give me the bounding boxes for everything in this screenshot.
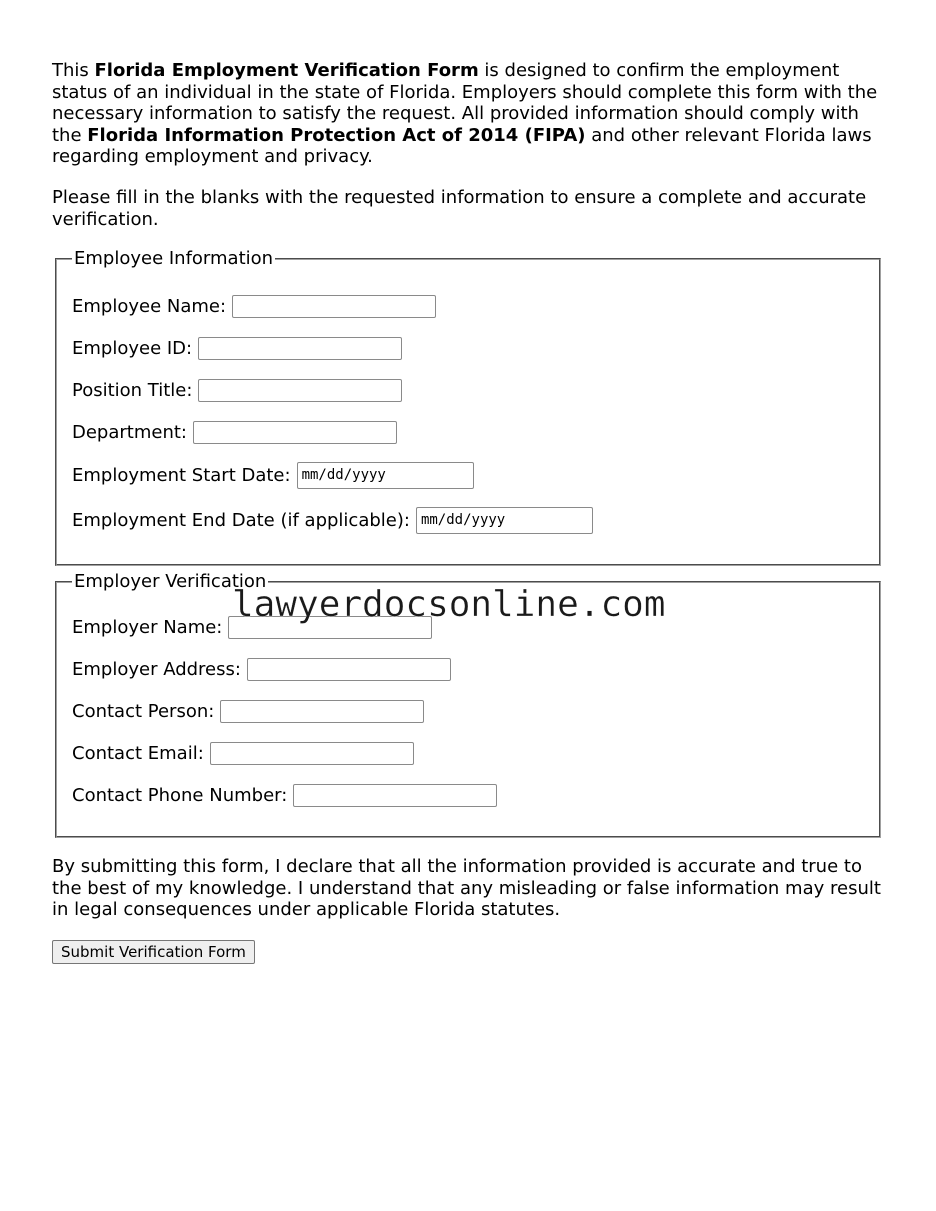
employer-verification-legend: Employer Verification <box>74 571 267 593</box>
employee-name-input[interactable] <box>232 295 436 318</box>
employer-address-row <box>72 658 879 681</box>
start-date-row <box>72 462 879 489</box>
contact-email-input[interactable] <box>210 742 414 765</box>
contact-email-label: Contact Email: <box>72 743 204 765</box>
intro-text-end: and other relevant Florida laws regarding employment and privacy. <box>52 124 872 168</box>
end-date-input[interactable] <box>416 507 593 534</box>
declaration-paragraph: By submitting this form, I declare that all the information provided is accurate and true to the best of my knowledge. I understand that any misleading or false information may result in legal consequences under applicable Florida statutes. <box>52 856 881 921</box>
fipa-act-bold: Florida Information Protection Act of 2014 (FIPA) <box>87 124 586 146</box>
contact-phone-row <box>72 784 879 807</box>
form-title-bold: Florida Employment Verification Form <box>94 60 479 81</box>
employer-address-input[interactable] <box>247 658 451 681</box>
submit-verification-button[interactable]: Submit Verification Form <box>52 940 255 964</box>
start-date-input[interactable] <box>297 462 474 489</box>
start-date-placeholder: mm/dd/yyyy <box>301 467 386 484</box>
employee-information-fieldset <box>55 249 881 566</box>
intro-text-middle: is designed to confirm the employment status of an individual in the state of Florida. Employers should complete this form with the necessary information to satisfy the request. All provided information should comply with the <box>52 60 878 146</box>
employee-information-legend: Employee Information <box>74 248 274 270</box>
contact-phone-label: Contact Phone Number: <box>72 785 288 807</box>
start-date-label: Employment Start Date: <box>72 465 291 487</box>
contact-person-input[interactable] <box>220 700 424 723</box>
contact-person-label: Contact Person: <box>72 701 215 723</box>
contact-email-row <box>72 742 879 765</box>
department-input[interactable] <box>193 421 397 444</box>
employer-name-label: Employer Name: <box>72 617 223 639</box>
intro-paragraph <box>52 60 892 168</box>
employer-address-label: Employer Address: <box>72 659 241 681</box>
end-date-label: Employment End Date (if applicable): <box>72 510 410 532</box>
employee-id-label: Employee ID: <box>72 338 193 360</box>
position-title-input[interactable] <box>198 379 402 402</box>
employee-id-row <box>72 337 879 360</box>
form-page <box>52 60 892 964</box>
department-label: Department: <box>72 422 187 444</box>
intro-text-start: This <box>52 60 95 81</box>
department-row <box>72 421 879 444</box>
employee-id-input[interactable] <box>198 337 402 360</box>
position-title-row <box>72 379 879 402</box>
instructions-paragraph: Please fill in the blanks with the requested information to ensure a complete and accurate verification. <box>52 186 867 230</box>
position-title-label: Position Title: <box>72 380 193 402</box>
contact-person-row <box>72 700 879 723</box>
end-date-placeholder: mm/dd/yyyy <box>420 512 506 529</box>
watermark-text: lawyerdocsonline.com <box>232 584 666 625</box>
employee-name-row <box>72 295 879 318</box>
end-date-row <box>72 507 879 534</box>
employee-name-label: Employee Name: <box>72 296 227 318</box>
contact-phone-input[interactable] <box>293 784 497 807</box>
